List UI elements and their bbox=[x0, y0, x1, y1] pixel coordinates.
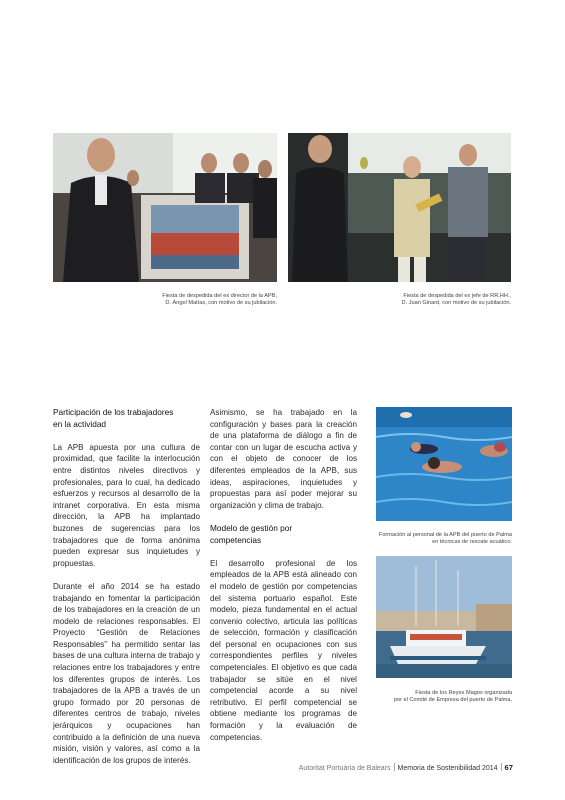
boat-event-photo bbox=[376, 556, 512, 678]
pool-training-caption: Formación al personal de la APB del puerto de Palma en técnicas de rescate acuático. bbox=[378, 532, 512, 546]
page-footer bbox=[260, 763, 513, 774]
paragraph: El desarrollo profesional de los empleados de la APB está alineado con el modelo de gestión por competencias del sistema portuario español. Este modelo, pieza fundamental en el actual convenio colectivo, articula las políticas de selección, formación y clasificación del personal en ocupaciones con sus correspondientes perfiles y niveles competenciales. El objetivo es que cada trabajador se sitúe en el nivel competencial acorde a su nivel retributivo. El perfil competencial se obtiene mediante los programas de formación y la evaluación de competencias. bbox=[210, 558, 357, 742]
boat-event-caption: Fiesta de los Reyes Magos organizada por el Comité de Empresa del puerto de Palma. bbox=[393, 690, 512, 704]
paragraph: La APB apuesta por una cultura de proximidad, que facilite la interlocución entre distintos niveles directivos y profesionales, para lo cual, ha dedicado esfuerzos y recursos al desarrollo de la intranet corporativa. En esta misma dirección, la APB ha implantado buzones de sugerencias para los trabajadores que de forma anónima pueden expresar sus inquietudes y propuestas. bbox=[53, 442, 200, 568]
farewell-director-caption: Fiesta de despedida del ex director de la APB, D. Ángel Matías, con motivo de su jubilación. bbox=[162, 293, 277, 307]
text-column-1 bbox=[53, 407, 200, 778]
text-column-2 bbox=[210, 407, 357, 755]
pool-training-photo bbox=[376, 407, 512, 521]
section-heading-competencies: Modelo de gestión por competencias bbox=[210, 522, 293, 545]
footer-organization: Autoritat Portuària de Balears bbox=[298, 765, 391, 772]
paragraph: Durante el año 2014 se ha estado trabajando en fomentar la participación de los trabajadores en la creación de un modelo de relaciones responsables. El Proyecto “Gestión de Relaciones Responsables” ha permitido sentar las bases de una cultura interna de trabajo y relaciones entre los trabajadores y entre los diferentes grupos de interés. Los trabajadores de la APB a través de un grupo formado por 20 personas de diferentes centros de trabajo, niveles jerárquicos y ocupaciones han contribuido a la definición de una nueva misión, visión y valores, así como a la identificación de los grupos de interés. bbox=[53, 581, 200, 765]
footer-document-title: Memoria de Sostenibilidad 2014 bbox=[397, 765, 498, 772]
footer-divider bbox=[394, 763, 395, 771]
section-heading-participation: Participación de los trabajadores en la actividad bbox=[53, 407, 174, 429]
farewell-director-photo bbox=[53, 133, 277, 282]
footer-divider bbox=[501, 763, 502, 771]
paragraph: Asimismo, se ha trabajado en la configuración y bases para la creación de una plataforma de diálogo a fin de contar con un lugar de escucha activa y con el objeto de conocer de los diferentes empleados de la APB, sus ideas, aspiraciones, inquietudes y propuestas para así poder mejorar su organización y clima de trabajo. bbox=[210, 408, 357, 510]
page-number: 67 bbox=[504, 763, 513, 772]
farewell-hr-caption: Fiesta de despedida del ex jefe de RR.HH., D. Juan Ginard, con motivo de su jubilación. bbox=[401, 293, 511, 307]
farewell-hr-photo bbox=[288, 133, 511, 282]
